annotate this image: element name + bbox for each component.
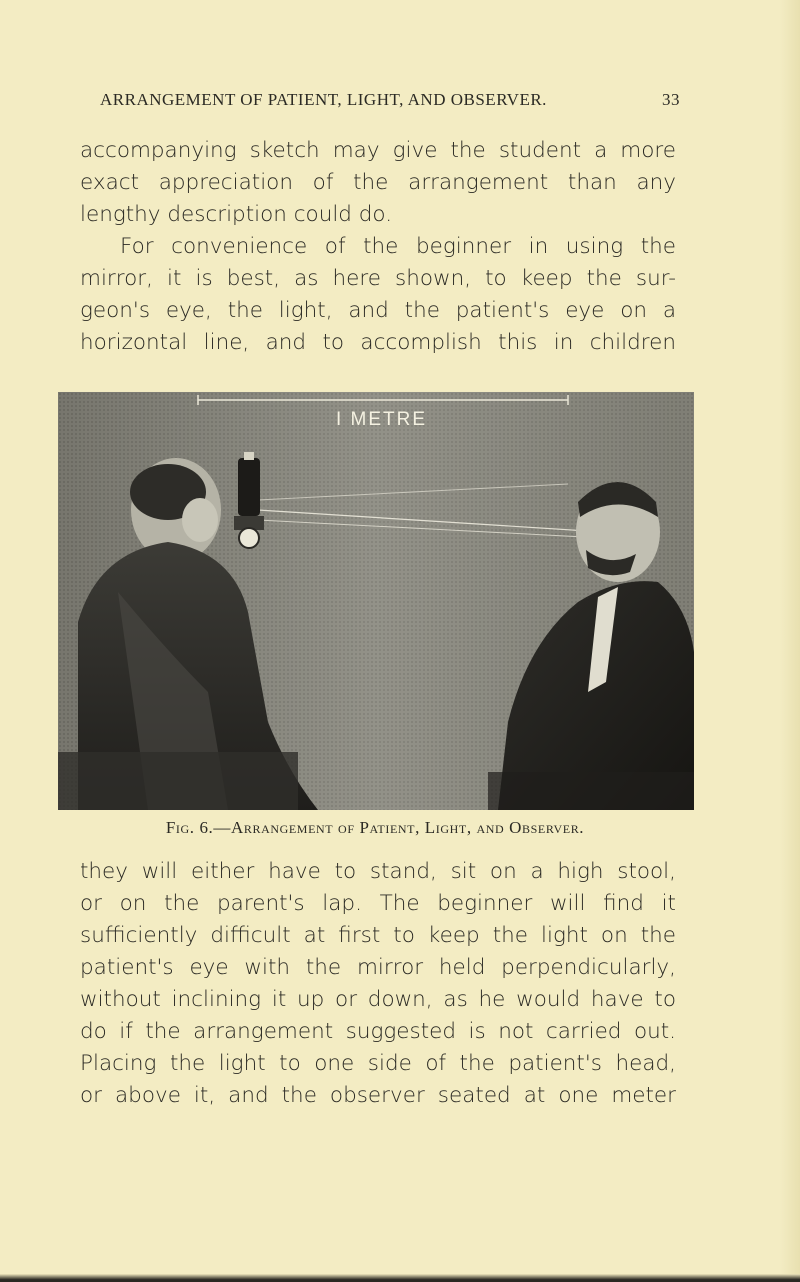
text-line: lengthy description could do. bbox=[80, 202, 393, 227]
figure-photograph bbox=[58, 392, 694, 810]
text-line: horizontal line, and to accomplish this in children bbox=[80, 330, 676, 355]
text-line: or above it, and the observer seated at one meter bbox=[80, 1083, 676, 1108]
text-line: without inclining it up or down, as he would have to bbox=[80, 987, 676, 1012]
metre-label: I METRE bbox=[336, 409, 428, 430]
text-line: they will either have to stand, sit on a high stool, bbox=[80, 859, 676, 884]
photo-illustration bbox=[58, 392, 694, 810]
text-line: or on the parent's lap. The beginner will find it bbox=[80, 891, 676, 916]
running-header bbox=[100, 90, 680, 110]
page-number: 33 bbox=[662, 90, 680, 109]
text-line: geon's eye, the light, and the patient's eye on a bbox=[80, 298, 676, 323]
text-line: accompanying sketch may give the student a more bbox=[80, 138, 676, 163]
page-bottom-edge bbox=[0, 1274, 800, 1282]
text-line: Placing the light to one side of the patient's head, bbox=[80, 1051, 676, 1076]
lamp-icon bbox=[238, 458, 260, 516]
figure-caption: Fig. 6.—Arrangement of Patient, Light, and Observer. bbox=[165, 818, 585, 837]
text-line: exact appreciation of the arrangement than any bbox=[80, 170, 676, 195]
paragraph-top bbox=[80, 135, 676, 359]
paragraph-bottom bbox=[80, 856, 676, 1112]
running-title: ARRANGEMENT OF PATIENT, LIGHT, AND OBSERVER. bbox=[100, 90, 547, 109]
text-line: mirror, it is best, as here shown, to keep the sur- bbox=[80, 266, 676, 291]
text-line: do if the arrangement suggested is not carried out. bbox=[80, 1019, 676, 1044]
text-line: sufficiently difficult at first to keep the light on the bbox=[80, 923, 676, 948]
text-line: For convenience of the beginner in using the bbox=[120, 234, 676, 259]
page-edge-shadow bbox=[780, 0, 800, 1282]
text-line: patient's eye with the mirror held perpendicularly, bbox=[80, 955, 676, 980]
